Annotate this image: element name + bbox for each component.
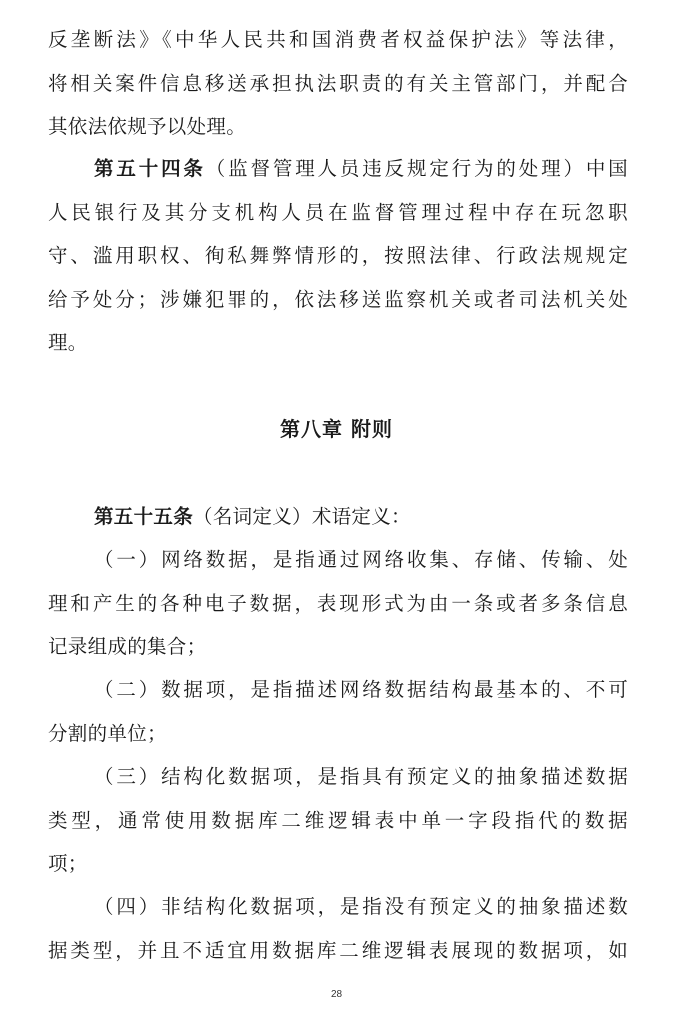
article-54-heading-line [94,156,628,182]
paragraph-line: 其依法依规予以处理。 [48,115,247,138]
paragraph-line: 理。 [48,331,88,354]
paragraph-line: 守、滥用职权、徇私舞弊情形的，按照法律、行政法规规定 [48,244,628,267]
page-number: 28 [330,989,343,1000]
article-55-heading-line [94,504,628,530]
chapter-heading: 第八章 附则 [280,417,393,441]
article-55-line1-text: （名词定义）术语定义： [193,505,411,528]
definition-item-line: （一）网络数据，是指通过网络收集、存储、传输、处 [94,548,628,571]
definition-item-line: 理和产生的各种电子数据，表现形式为由一条或者多条信息 [48,592,628,615]
paragraph-line: 给予处分；涉嫌犯罪的，依法移送监察机关或者司法机关处 [48,288,628,311]
paragraph-line: 反垄断法》《中华人民共和国消费者权益保护法》等法律， [48,28,628,51]
article-55-title: 第五十五条 [94,505,194,528]
article-54-line1-text: （监督管理人员违反规定行为的处理）中国 [205,157,628,180]
definition-item-line: 项； [48,852,88,875]
definition-item-line: 记录组成的集合； [48,635,207,658]
paragraph-line: 人民银行及其分支机构人员在监督管理过程中存在玩忽职 [48,201,628,224]
paragraph-line: 将相关案件信息移送承担执法职责的有关主管部门，并配合 [48,72,628,95]
definition-item-line: 类型，通常使用数据库二维逻辑表中单一字段指代的数据 [48,809,628,832]
definition-item-line: 据类型，并且不适宜用数据库二维逻辑表展现的数据项，如 [48,939,628,962]
definition-item-line: （四）非结构化数据项，是指没有预定义的抽象描述数 [94,895,628,918]
definition-item-line: （二）数据项，是指描述网络数据结构最基本的、不可 [94,678,628,701]
definition-item-line: （三）结构化数据项，是指具有预定义的抽象描述数据 [94,765,628,788]
article-54-title: 第五十四条 [94,157,206,180]
definition-item-line: 分割的单位； [48,722,167,745]
